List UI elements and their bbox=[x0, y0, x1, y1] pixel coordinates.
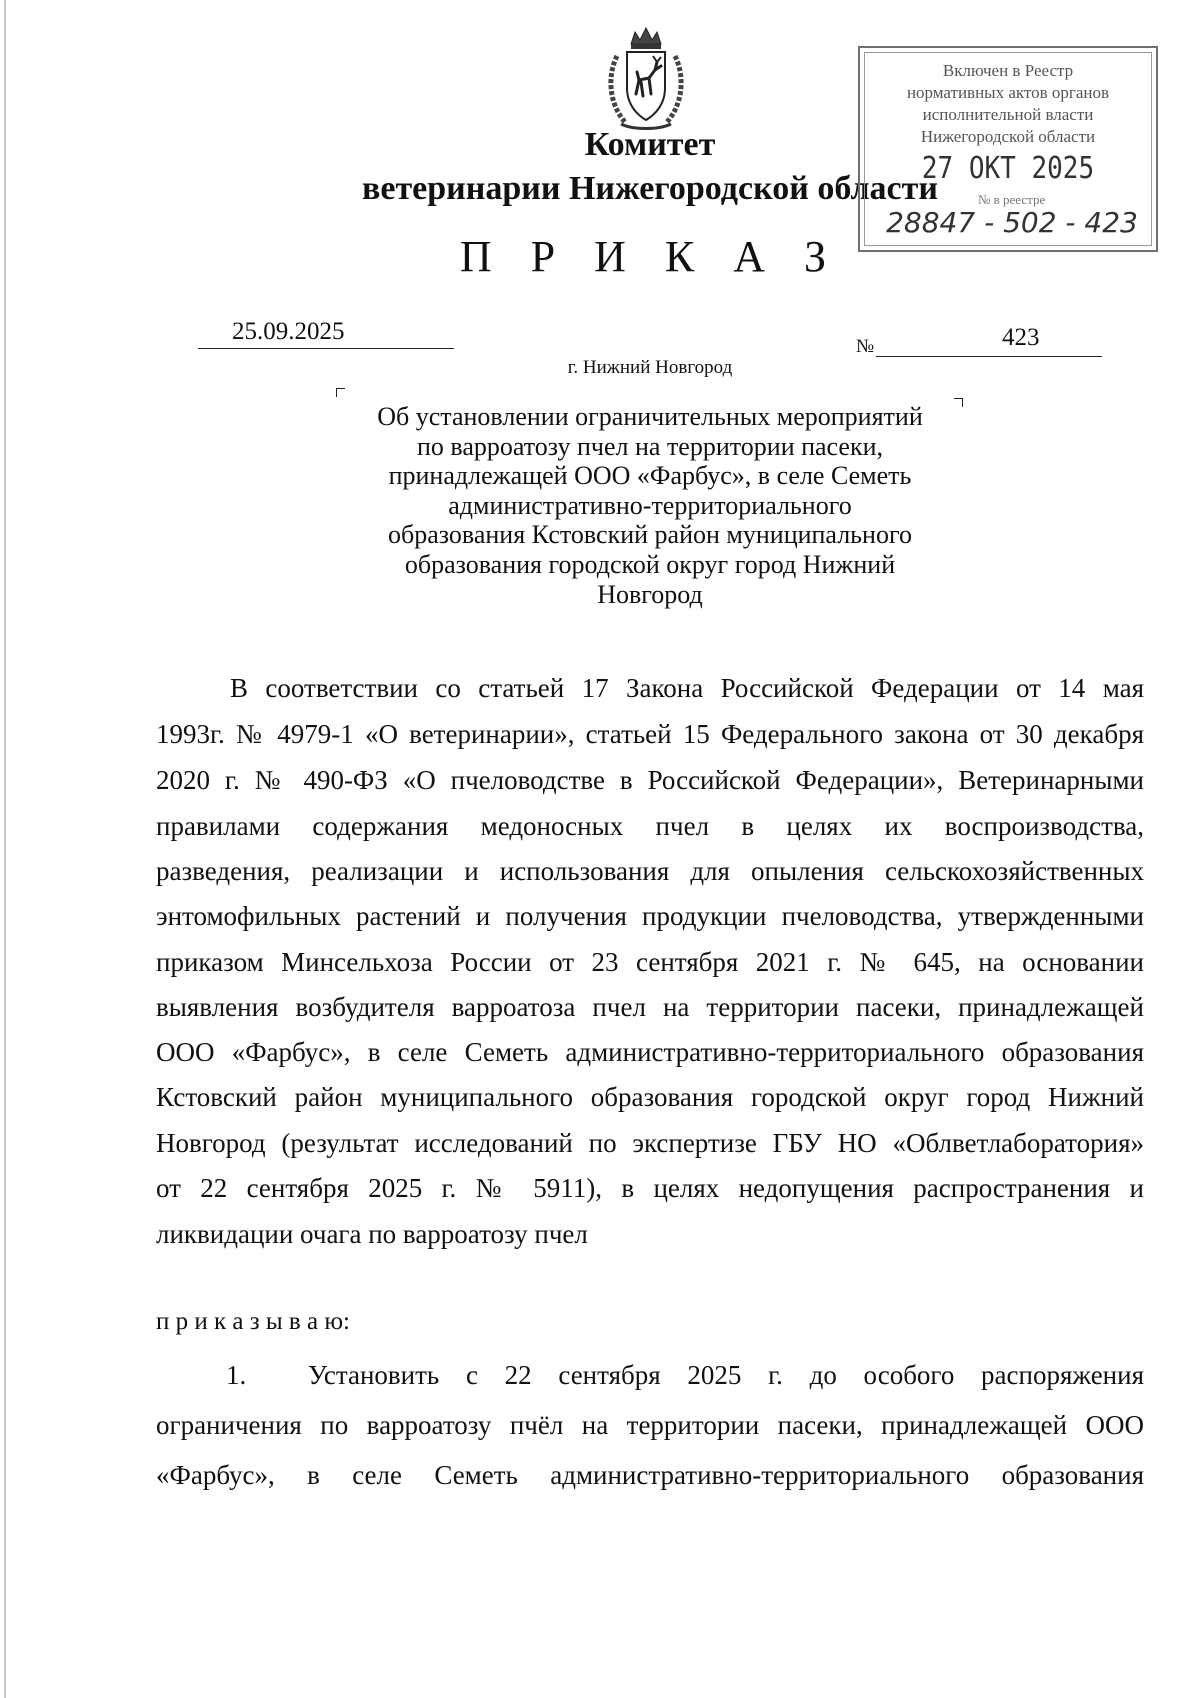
document-number-label: № bbox=[856, 336, 875, 357]
subject-line: образования Кстовский район муниципального bbox=[388, 520, 912, 550]
document-number: 423 bbox=[1002, 324, 1040, 351]
preamble-line: Новгород (результат исследований по экспертизе ГБУ НО «Облветлаборатория» bbox=[156, 1128, 1144, 1158]
item-1-number: 1. bbox=[226, 1360, 247, 1390]
subject-bracket-left bbox=[336, 388, 345, 397]
organization-title: Комитет bbox=[584, 126, 716, 163]
subject-line: образования городской округ город Нижний bbox=[404, 549, 896, 579]
subject-line: Об установлении ограничительных мероприятий bbox=[377, 402, 923, 431]
registry-stamp bbox=[858, 46, 1158, 252]
document-city: г. Нижний Новгород bbox=[567, 357, 733, 378]
preamble-line: энтомофильных растений и получения продукции пчеловодства, утвержденными bbox=[156, 901, 1144, 931]
item-1-text: Установить с 22 сентября 2025 г. до особого распоряжения bbox=[308, 1360, 1144, 1390]
subject-line: Новгород bbox=[597, 579, 703, 609]
date-underline bbox=[198, 348, 454, 349]
preamble-line: от 22 сентября 2025 г. № 5911), в целях недопущения распространения и bbox=[156, 1173, 1144, 1203]
stamp-line: Нижегородской области bbox=[920, 127, 1096, 146]
stamp-line: исполнительной власти bbox=[922, 105, 1094, 124]
preamble-line: 2020 г. № 490-ФЗ «О пчеловодстве в Российской Федерации», Ветеринарными bbox=[156, 765, 1144, 795]
stamp-line: нормативных актов органов bbox=[906, 83, 1110, 102]
stamp-date: 27 ОКТ 2025 bbox=[921, 151, 1095, 187]
stamp-registry-label: № в реестре bbox=[978, 192, 1046, 207]
preamble-line: В соответствии со статьей 17 Закона Российской Федерации от 14 мая bbox=[230, 673, 1144, 703]
document-subject bbox=[340, 402, 960, 609]
subject-line: по варроатозу пчел на территории пасеки, bbox=[416, 431, 884, 461]
organization-subtitle: ветеринарии Нижегородской области bbox=[362, 170, 938, 207]
coat-of-arms-emblem bbox=[603, 26, 689, 132]
preamble-line: выявления возбудителя варроатоза пчел на территории пасеки, принадлежащей bbox=[156, 992, 1144, 1022]
preamble-line: ООО «Фарбус», в селе Семеть административно-территориального образования bbox=[156, 1037, 1144, 1067]
preamble-line: 1993г. № 4979-1 «О ветеринарии», статьей 15 Федерального закона от 30 декабря bbox=[156, 719, 1144, 749]
preamble-line: Кстовский район муниципального образования городской округ город Нижний bbox=[156, 1082, 1144, 1112]
preamble-line: ликвидации очага по варроатозу пчел bbox=[156, 1219, 588, 1249]
item-1-line: ограничения по варроатозу пчёл на территории пасеки, принадлежащей ООО bbox=[156, 1410, 1144, 1440]
document-date: 25.09.2025 bbox=[232, 318, 345, 345]
preamble-line: разведения, реализации и использования для опыления сельскохозяйственных bbox=[156, 856, 1144, 886]
subject-line: принадлежащей ООО «Фарбус», в селе Семеть bbox=[388, 461, 912, 491]
subject-line: административно-территориального bbox=[448, 490, 852, 520]
preamble-line: правилами содержания медоносных пчел в целях их воспроизводства, bbox=[156, 811, 1144, 841]
item-1-line: «Фарбус», в селе Семеть административно-территориального образования bbox=[156, 1460, 1144, 1490]
stamp-registry-number: 28847 - 502 - 423 bbox=[886, 206, 1138, 239]
item-1-line bbox=[226, 1359, 1144, 1391]
document-type-heading: П Р И К А З bbox=[459, 232, 841, 281]
stamp-line: Включен в Реестр bbox=[942, 61, 1074, 80]
command-word: п р и к а з ы в а ю: bbox=[156, 1308, 350, 1335]
preamble-line: приказом Минсельхоза России от 23 сентября 2021 г. № 645, на основании bbox=[156, 947, 1144, 977]
